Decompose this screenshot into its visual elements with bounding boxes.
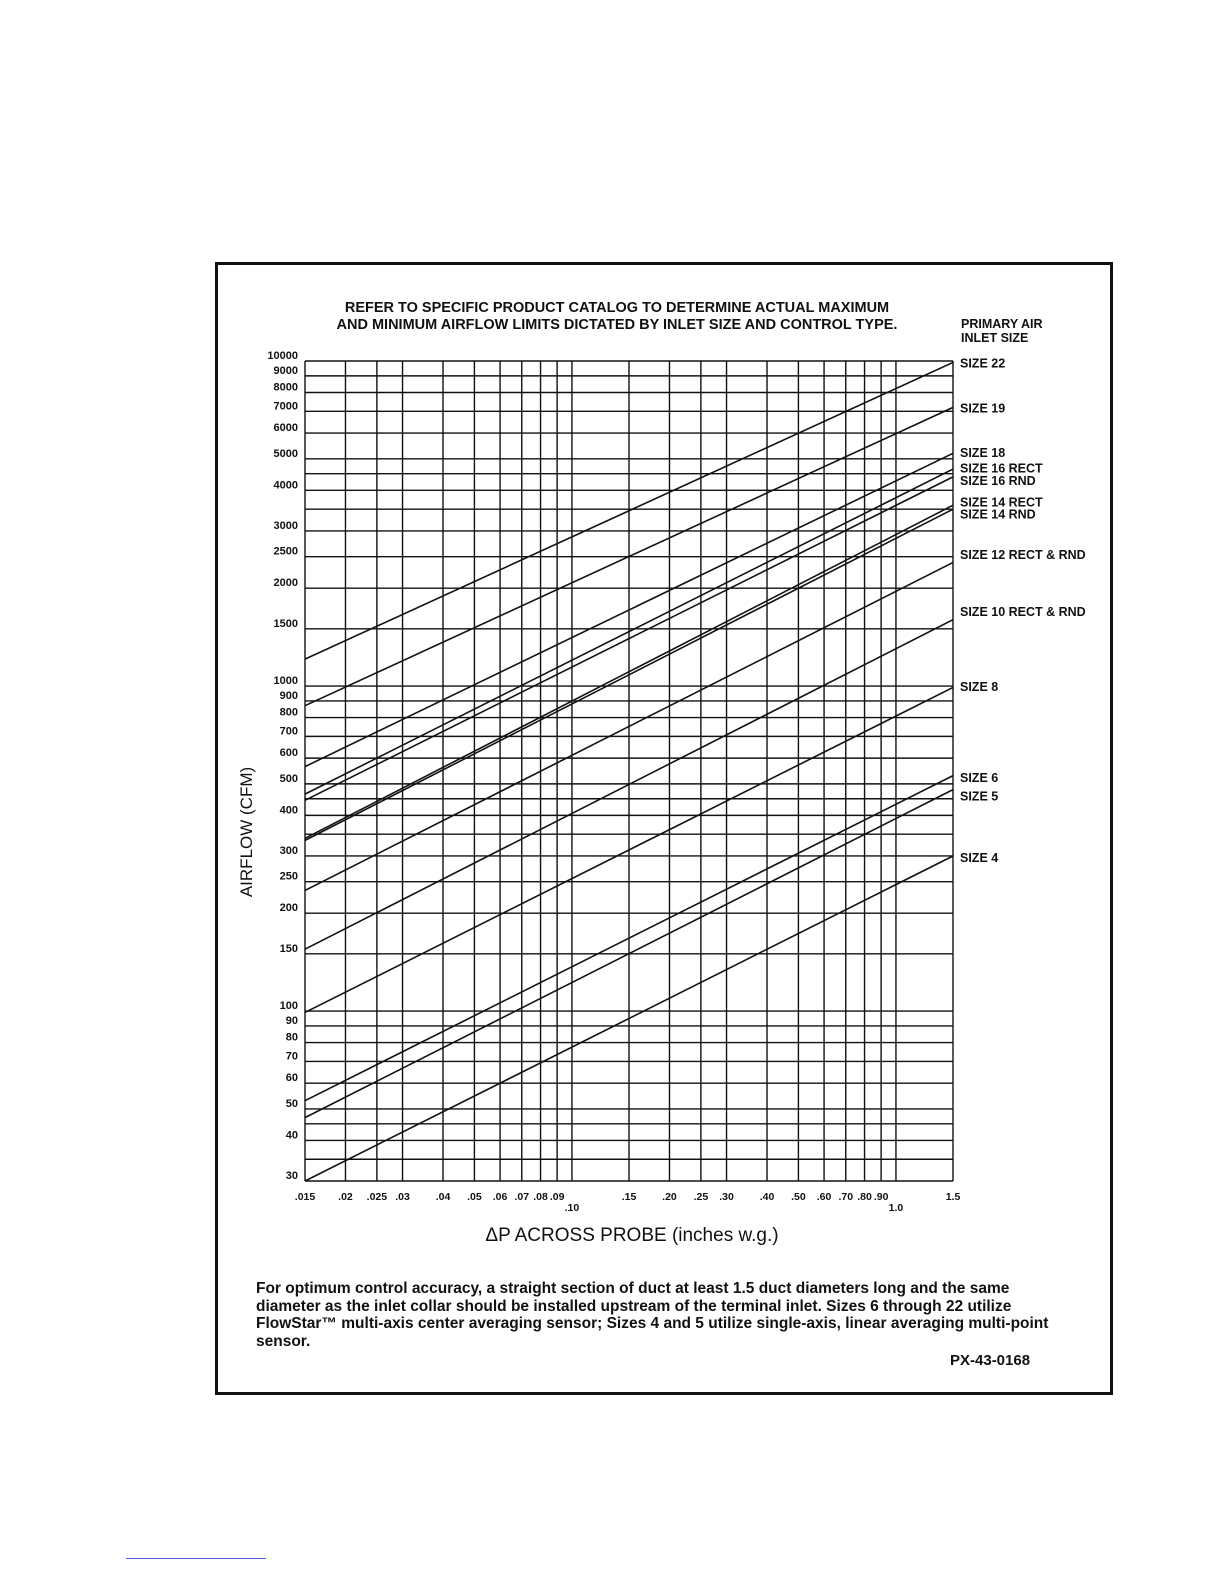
series-label: SIZE 18 (960, 445, 1006, 460)
x-tick-labels (295, 1191, 961, 1214)
x-tick-label: .60 (816, 1191, 832, 1203)
chart-title-line: REFER TO SPECIFIC PRODUCT CATALOG TO DETERMINE ACTUAL MAXIMUM (344, 300, 890, 316)
x-tick-label: .025 (366, 1191, 388, 1203)
series-label: SIZE 10 RECT & RND (960, 605, 1086, 620)
x-tick-label: .40 (759, 1191, 775, 1203)
x-tick-label: .03 (395, 1191, 410, 1203)
series-label: SIZE 22 (960, 356, 1006, 371)
series-label: SIZE 16 RND (960, 474, 1036, 489)
y-tick-label: 150 (279, 942, 298, 955)
y-tick-label: 10000 (267, 350, 298, 362)
x-tick-label: .05 (467, 1191, 482, 1203)
y-tick-label: 30 (285, 1170, 298, 1182)
x-tick-label: .70 (838, 1191, 854, 1203)
series-label: SIZE 16 RECT (960, 461, 1043, 476)
y-tick-label: 1500 (273, 617, 298, 630)
series-label: SIZE 14 RND (960, 507, 1036, 522)
x-tick-label: .09 (549, 1191, 565, 1203)
y-tick-label: 50 (285, 1097, 298, 1110)
x-tick-label: .20 (662, 1191, 677, 1203)
x-tick-label: .30 (719, 1191, 734, 1203)
series-label: SIZE 4 (960, 850, 999, 865)
footer-rule (126, 1558, 266, 1559)
x-tick-label: .08 (533, 1191, 548, 1203)
x-tick-label: .50 (791, 1191, 806, 1203)
y-tick-label: 300 (279, 844, 298, 857)
grid (305, 361, 953, 1181)
x-tick-label: .02 (338, 1191, 353, 1203)
y-tick-label: 90 (285, 1014, 298, 1027)
x-tick-label: 1.0 (888, 1202, 904, 1214)
x-tick-label: .015 (294, 1191, 316, 1203)
series-label: SIZE 8 (960, 680, 999, 695)
y-tick-label: 80 (285, 1031, 298, 1044)
y-tick-label: 60 (285, 1072, 298, 1085)
y-tick-label: 5000 (273, 447, 298, 460)
drawing-code: PX-43-0168 (950, 1352, 1031, 1369)
y-tick-label: 4000 (273, 479, 298, 492)
x-tick-label: .04 (435, 1191, 451, 1203)
y-tick-label: 800 (279, 706, 298, 719)
series-label: SIZE 12 RECT & RND (960, 547, 1086, 562)
chart-title-line: AND MINIMUM AIRFLOW LIMITS DICTATED BY INLET SIZE AND CONTROL TYPE. (336, 317, 898, 333)
chart-title (337, 300, 898, 333)
series-label: SIZE 6 (960, 770, 999, 785)
y-tick-label: 600 (279, 747, 298, 760)
x-tick-label: .07 (514, 1191, 530, 1203)
y-tick-label: 250 (279, 870, 298, 883)
y-tick-label: 8000 (273, 381, 298, 394)
x-tick-label: .10 (564, 1202, 580, 1214)
y-tick-label: 700 (279, 725, 298, 738)
x-tick-label: .25 (693, 1191, 709, 1203)
y-tick-label: 2000 (273, 577, 298, 590)
legend-title (961, 317, 1043, 345)
y-tick-label: 500 (279, 772, 298, 785)
series-labels (960, 356, 1086, 864)
x-tick-label: .15 (621, 1191, 637, 1203)
note-text: For optimum control accuracy, a straight section of duct at least 1.5 duct diameters long and the same diameter as the inlet collar should be installed upstream of the terminal inlet. Sizes 6 through 22 utilize FlowStar™ multi-axis center averaging sensor; Sizes 4 and 5 utilize single-axis, linear averaging multi-point sensor. (256, 1280, 1049, 1350)
x-tick-label: .80 (857, 1191, 872, 1203)
series-label: SIZE 14 RECT (960, 495, 1043, 510)
x-tick-label: .90 (873, 1191, 889, 1203)
y-tick-label: 900 (279, 689, 298, 702)
legend-title-line: INLET SIZE (961, 331, 1029, 345)
installation-note (256, 1280, 1056, 1350)
series-label: SIZE 5 (960, 789, 999, 804)
series-label: SIZE 19 (960, 401, 1006, 416)
y-tick-label: 3000 (273, 519, 298, 532)
y-tick-label: 100 (279, 1000, 298, 1013)
y-tick-label: 7000 (273, 400, 298, 413)
y-tick-label: 70 (285, 1050, 298, 1063)
y-tick-label: 2500 (273, 545, 298, 558)
y-tick-label: 400 (279, 804, 298, 817)
x-tick-label: 1.5 (945, 1191, 961, 1203)
y-tick-label: 200 (279, 902, 298, 915)
legend-title-line: PRIMARY AIR (961, 317, 1043, 331)
y-tick-labels (267, 350, 298, 1182)
x-axis-label: ΔP ACROSS PROBE (inches w.g.) (485, 1225, 779, 1246)
y-tick-label: 1000 (273, 675, 298, 688)
y-tick-label: 6000 (273, 422, 298, 435)
y-axis-label: AIRFLOW (CFM) (237, 766, 256, 898)
x-tick-label: .06 (492, 1191, 508, 1203)
y-tick-label: 40 (285, 1129, 298, 1142)
y-tick-label: 9000 (273, 364, 298, 377)
